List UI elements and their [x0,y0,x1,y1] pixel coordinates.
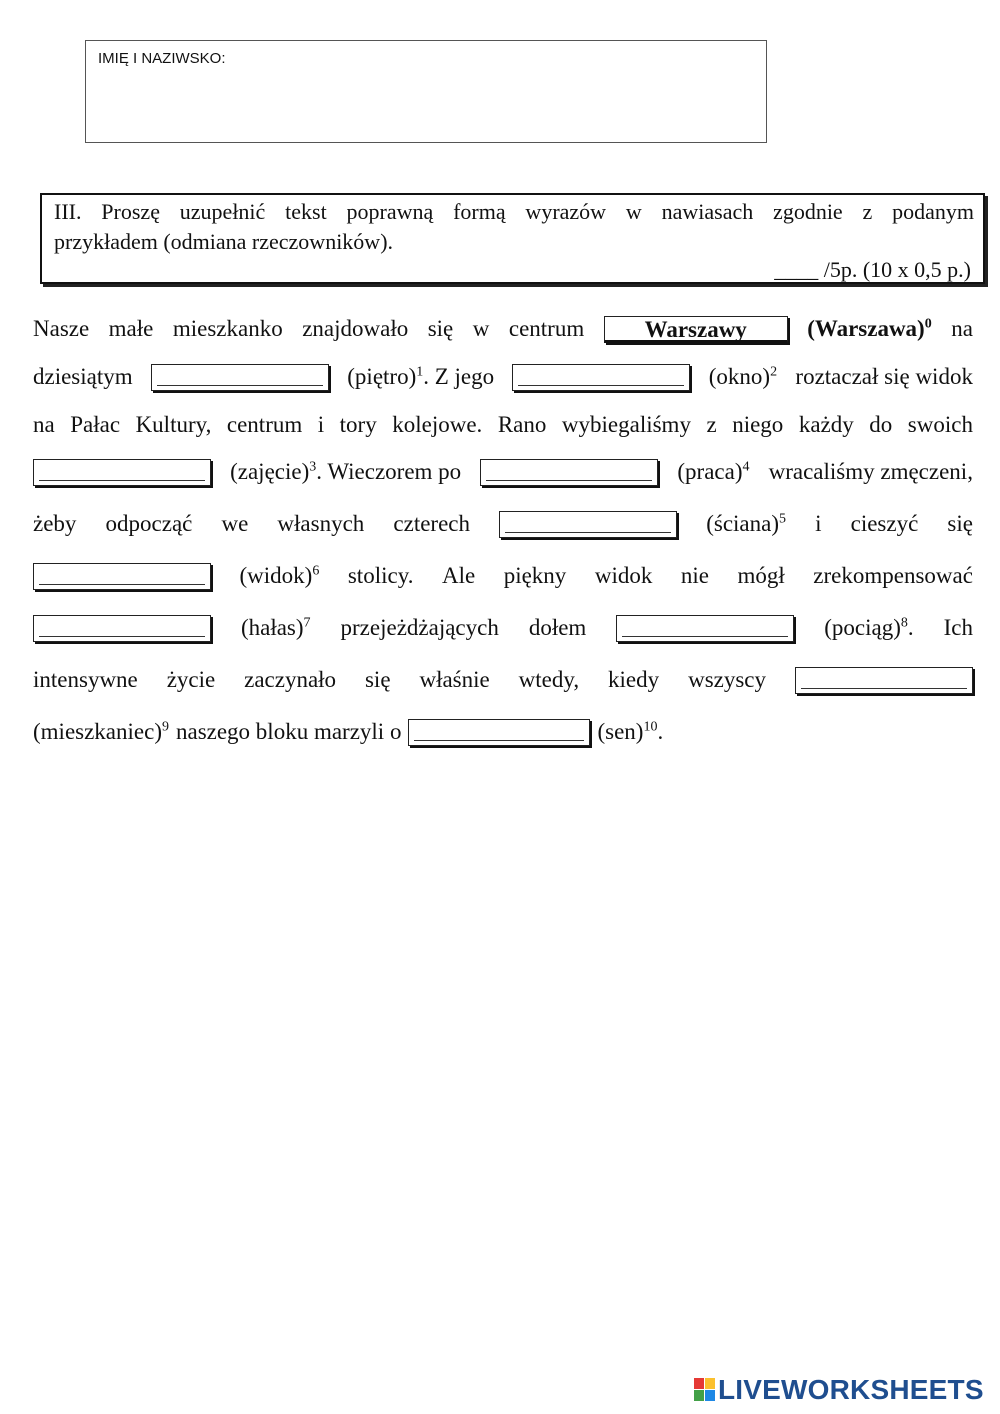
word: naszego bloku marzyli o [175,719,402,744]
footnote-number: 7 [303,615,311,631]
hint-4 [677,457,749,487]
hint-text: (sen) [597,719,644,744]
word: centrum [226,412,303,437]
word: wybiegaliśmy [561,412,691,437]
name-label: IMIĘ I NAZIWSKO: [98,50,226,67]
footnote-number: 3 [309,459,317,475]
answer-input-4[interactable] [480,459,658,486]
answer-input-1[interactable] [151,364,329,391]
footnote-number: 8 [900,615,908,631]
text-line-5 [33,509,973,539]
word: intensywne [33,667,138,692]
word: i [815,511,822,536]
example-hint-text: (Warszawa) [807,316,925,341]
hint-7 [241,613,311,643]
text-line-1 [33,314,973,344]
word: i [317,412,325,437]
word: Pałac [70,412,121,437]
word: stolicy. [347,563,414,588]
hint-text: (zajęcie) [230,459,310,484]
hint-text: (okno) [708,364,771,389]
word: cieszyć [850,511,919,536]
word: Rano [497,412,547,437]
hint-6 [240,561,320,591]
word: życie [166,667,216,692]
liveworksheets-logo-text: LIVEWORKSHEETS [718,1374,984,1405]
text-line-3 [33,410,973,440]
example-hint [807,314,932,344]
word: we [221,511,249,536]
footnote-number: 0 [924,316,932,332]
footnote-number: 4 [742,459,750,475]
word: Kultury, [135,412,212,437]
example-answer-box: Warszawy [604,316,788,343]
answer-input-5[interactable] [499,511,677,538]
word: w [472,316,490,341]
word: Nasze [33,316,90,341]
task-score: ____ /5p. (10 x 0,5 p.) [774,257,971,282]
word: swoich [907,412,973,437]
word: centrum [508,316,585,341]
liveworksheets-logo [694,1375,984,1405]
footnote-number: 9 [161,719,169,735]
text-line-4 [33,457,973,487]
answer-input-8[interactable] [616,615,794,642]
hint-5 [706,509,786,539]
liveworksheets-logo-icon [694,1378,716,1402]
word: dołem [528,615,587,640]
word: Ich [943,615,973,640]
footnote-number: 6 [312,563,320,579]
hint-text: (pociąg) [824,615,901,640]
word: wszyscy [688,667,767,692]
word: roztaczał się widok [795,364,973,389]
word: Ale [441,563,476,588]
word: znajdowało [302,316,409,341]
task-instruction-line-2: przykładem (odmiana rzeczowników). [54,229,394,254]
word: żeby [33,511,77,536]
word: wtedy, [518,667,580,692]
name-field-box[interactable] [85,40,767,143]
answer-input-10[interactable] [408,719,590,746]
footnote-number: 2 [770,364,778,380]
answer-input-3[interactable] [33,459,211,486]
footnote-number: 1 [416,364,424,380]
hint-8 [824,613,913,643]
word: na [33,412,55,437]
word: . Z jego [423,364,495,389]
text-line-8 [33,665,973,695]
text-line-9 [33,717,973,747]
word: . [907,615,914,640]
word: się [947,511,973,536]
hint-text: (piętro) [347,364,417,389]
word: się [427,316,454,341]
word: mógł [737,563,785,588]
hint-text: (widok) [239,563,313,588]
word: przejeżdżających [340,615,499,640]
word: . [657,719,664,744]
word: kolejowe. [392,412,483,437]
word: własnych [277,511,365,536]
word: z [706,412,717,437]
word: zaczynało [244,667,337,692]
hint-3 [230,457,461,487]
hint-1 [347,362,494,392]
word: się [364,667,391,692]
word: nie [680,563,709,588]
hint-10 [597,717,663,747]
word: małe [108,316,154,341]
hint-text: (ściana) [706,511,780,536]
word: wracaliśmy zmęczeni, [768,459,973,484]
task-instructions-box [40,193,985,284]
hint-text: (hałas) [240,615,304,640]
hint-text: (praca) [677,459,743,484]
word: kiedy [608,667,660,692]
word: tory [339,412,377,437]
hint-9 [33,717,169,747]
text-line-7 [33,613,973,643]
word: każdy [798,412,854,437]
footnote-number: 10 [643,719,658,735]
answer-input-7[interactable] [33,615,211,642]
answer-input-2[interactable] [512,364,690,391]
word: na [951,316,973,341]
answer-input-6[interactable] [33,563,211,590]
word: . Wieczorem po [316,459,462,484]
word: odpocząć [105,511,193,536]
word: właśnie [419,667,490,692]
hint-text: (mieszkaniec) [33,719,162,744]
answer-input-9[interactable] [795,667,973,694]
task-instruction-line-1: III. Proszę uzupełnić tekst poprawną formą wyrazów w nawiasach zgodnie z podanym [54,199,974,224]
word: do [869,412,893,437]
word: dziesiątym [33,364,133,389]
hint-2 [709,362,777,392]
word: piękny [503,563,567,588]
word: niego [732,412,784,437]
word: zrekompensować [813,563,973,588]
text-line-6 [33,561,973,591]
word: widok [594,563,653,588]
text-line-2 [33,362,973,392]
word: mieszkanko [172,316,283,341]
word: czterech [393,511,470,536]
footnote-number: 5 [779,511,787,527]
